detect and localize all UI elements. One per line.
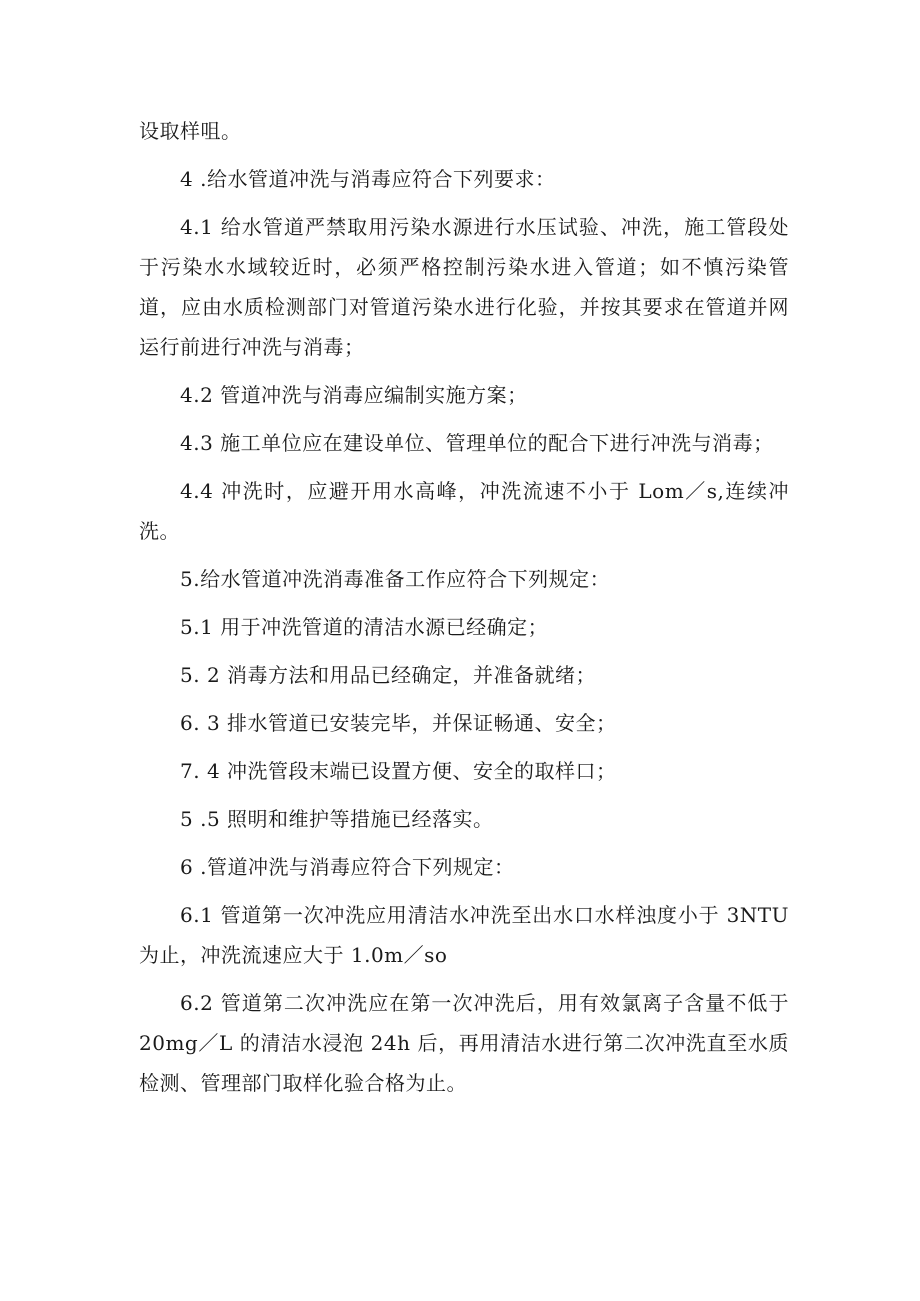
paragraph-3: 4.2 管道冲洗与消毒应编制实施方案；	[180, 383, 528, 407]
paragraph-4: 4.3 施工单位应在建设单位、管理单位的配合下进行冲洗与消毒；	[180, 431, 774, 455]
paragraph-14: 6.2 管道第二次冲洗应在第一次冲洗后，用有效氯离子含量不低于 20mg／L 的清洁水浸泡 24h 后，再用清洁水进行第二次冲洗直至水质检测、管理部门取样化验合格为止。	[139, 991, 789, 1095]
paragraph-6: 5.给水管道冲洗消毒准备工作应符合下列规定：	[180, 567, 611, 591]
paragraph-9: 6. 3 排水管道已安装完毕，并保证畅通、安全；	[180, 711, 617, 735]
paragraph-13: 6.1 管道第一次冲洗应用清洁水冲洗至出水口水样浊度小于 3NTU 为止，冲洗流速应大于 1.0m／so	[139, 903, 789, 967]
paragraph-2: 4.1 给水管道严禁取用污染水源进行水压试验、冲洗，施工管段处于污染水水域较近时，必须严格控制污染水进入管道；如不慎污染管道，应由水质检测部门对管道污染水进行化验，并按其要求在管道并网运行前进行冲洗与消毒；	[139, 215, 789, 359]
paragraph-12: 6 .管道冲洗与消毒应符合下列规定：	[180, 855, 515, 879]
document-body	[139, 111, 789, 1111]
paragraph-7: 5.1 用于冲洗管道的清洁水源已经确定；	[180, 615, 549, 639]
paragraph-8: 5. 2 消毒方法和用品已经确定，并准备就绪；	[180, 663, 597, 687]
paragraph-1: 4 .给水管道冲洗与消毒应符合下列要求：	[180, 167, 556, 191]
paragraph-10: 7. 4 冲洗管段末端已设置方便、安全的取样口；	[180, 759, 617, 783]
paragraph-0: 设取样咀。	[139, 119, 242, 143]
paragraph-11: 5 .5 照明和维护等措施已经落实。	[180, 807, 494, 831]
paragraph-5: 4.4 冲洗时，应避开用水高峰，冲洗流速不小于 Lom／s,连续冲洗。	[139, 479, 789, 543]
